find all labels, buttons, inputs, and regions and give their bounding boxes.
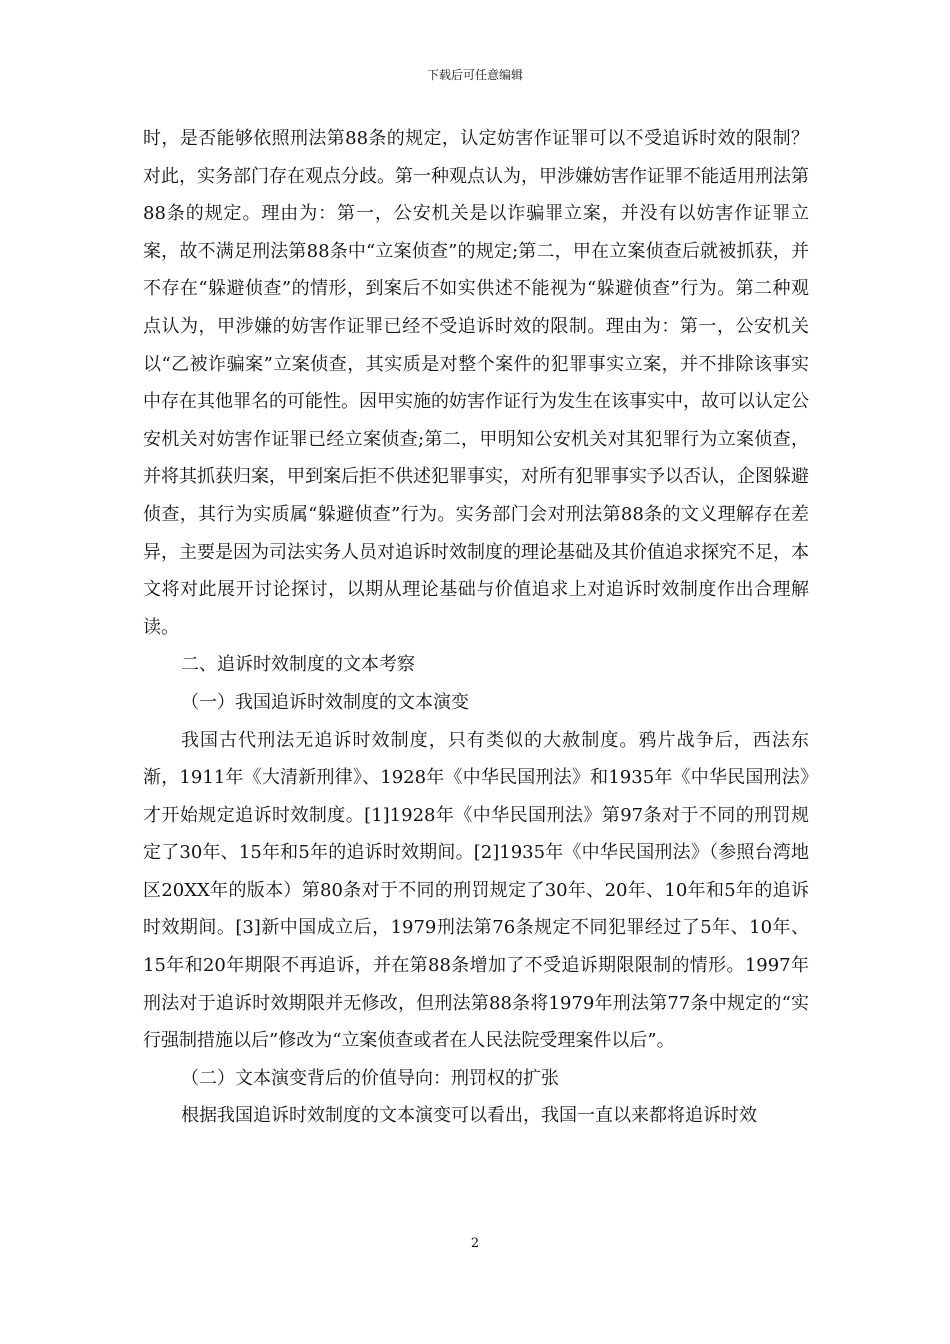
paragraph-value-orientation: 根据我国追诉时效制度的文本演变可以看出，我国一直以来都将追诉时效 xyxy=(181,1105,757,1127)
section-heading-textual-review: 二、追诉时效制度的文本考察 xyxy=(181,654,415,676)
subsection-heading-textual-evolution: （一）我国追诉时效制度的文本演变 xyxy=(181,691,469,713)
paragraph-textual-evolution: 我国古代刑法无追诉时效制度，只有类似的大赦制度。鸦片战争后，西法东渐，1911年《大清新刑律》、1928年《中华民国刑法》和1935年《中华民国刑法》才开始规定追诉时效制度。[1]1928年《中华民国刑法》第97条对于不同的刑罚规定了30年、15年和5年的追诉时效期间。[2]1935年《中华民国刑法》（参照台湾地区20XX年的版本）第80条对于不同的刑罚规定了30年、20年、10年和5年的追诉时效期间。[3]新中国成立后，1979刑法第76条规定不同犯罪经过了5年、10年、15年和20年期限不再追诉，并在第88条增加了不受追诉期限限制的情形。1997年刑法对于追诉时效期限并无修改，但刑法第88条将1979年刑法第77条中规定的“实行强制措施以后”修改为“立案侦查或者在人民法院受理案件以后”。 xyxy=(143,729,809,1052)
paragraph-opinion-dispute: 时，是否能够依照刑法第88条的规定，认定妨害作证罪可以不受追诉时效的限制？对此，实务部门存在观点分歧。第一种观点认为，甲涉嫌妨害作证罪不能适用刑法第88条的规定。理由为：第一，公安机关是以诈骗罪立案，并没有以妨害作证罪立案，故不满足刑法第88条中“立案侦查”的规定;第二，甲在立案侦查后就被抓获，并不存在“躲避侦查”的情形，到案后不如实供述不能视为“躲避侦查”行为。第二种观点认为，甲涉嫌的妨害作证罪已经不受追诉时效的限制。理由为：第一，公安机关以“乙被诈骗案”立案侦查，其实质是对整个案件的犯罪事实立案，并不排除该事实中存在其他罪名的可能性。因甲实施的妨害作证行为发生在该事实中，故可以认定公安机关对妨害作证罪已经立案侦查;第二，甲明知公安机关对其犯罪行为立案侦查，并将其抓获归案，甲到案后拒不供述犯罪事实，对所有犯罪事实予以否认，企图躲避侦查，其行为实质属“躲避侦查”行为。实务部门会对刑法第88条的文义理解存在差异，主要是因为司法实务人员对追诉时效制度的理论基础及其价值追求探究不足，本文将对此展开讨论探讨，以期从理论基础与价值追求上对追诉时效制度作出合理解读。 xyxy=(143,128,809,638)
document-body xyxy=(143,120,809,1135)
page-number: 2 xyxy=(470,1236,480,1251)
subsection-heading-value-orientation: （二）文本演变背后的价值导向：刑罚权的扩张 xyxy=(181,1067,559,1089)
page-header: 下载后可任意编辑 xyxy=(426,68,523,82)
